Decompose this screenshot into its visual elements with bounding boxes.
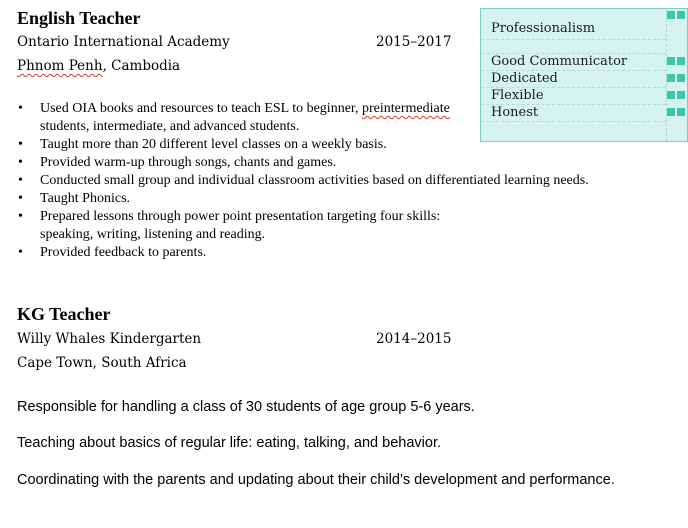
rating-square (667, 11, 675, 19)
skill-rating (667, 74, 685, 82)
skill-rating (667, 57, 685, 65)
skill-row-dedicated (481, 71, 666, 88)
skill-label: Flexible (491, 88, 544, 103)
list-item (18, 154, 658, 172)
location-cape-town: Cape Town, South Africa (17, 355, 187, 371)
employer-willy-whales: Willy Whales Kindergarten (17, 331, 202, 347)
job-title-kg-teacher: KG Teacher (17, 304, 111, 324)
skill-row-empty (481, 122, 666, 142)
bullet-text: Taught more than 20 different level classes on a weekly basis. (40, 137, 387, 152)
bullet-text: Provided feedback to parents. (40, 245, 207, 260)
bullet-text-continued: students, intermediate, and advanced students. (40, 119, 300, 134)
bullet-text: Used OIA books and resources to teach ESL to beginner, (40, 101, 363, 116)
rating-square (667, 74, 675, 82)
bullet-text: Conducted small group and individual classroom activities based on differentiated learning needs. (40, 173, 589, 188)
rating-square (677, 108, 685, 116)
location-country: , Cambodia (102, 58, 181, 74)
skill-label: Professionalism (491, 21, 596, 36)
kg-paragraph: Coordinating with the parents and updating about their child’s development and performance. (17, 472, 615, 488)
rating-square (667, 57, 675, 65)
skill-row-professionalism (481, 9, 666, 40)
flagged-word: preintermediate (362, 101, 450, 116)
location-phnom-penh (17, 58, 180, 74)
skill-rating (667, 11, 685, 19)
list-item (18, 172, 658, 190)
skill-row-honest (481, 105, 666, 122)
rating-square (667, 91, 675, 99)
rating-square (677, 74, 685, 82)
bullet-text: Provided warm-up through songs, chants and games. (40, 155, 337, 170)
skill-label: Dedicated (491, 71, 558, 86)
bullet-text: Prepared lessons through power point presentation targeting four skills: (40, 209, 441, 224)
skill-row-empty (481, 40, 666, 54)
list-item (18, 244, 658, 262)
skill-row-flexible (481, 88, 666, 105)
skills-box (480, 8, 688, 142)
job-title-english-teacher: English Teacher (17, 8, 141, 28)
bullet-text: Taught Phonics. (40, 191, 131, 206)
kg-paragraph: Teaching about basics of regular life: eating, talking, and behavior. (17, 435, 441, 451)
rating-square (677, 57, 685, 65)
rating-square (677, 11, 685, 19)
rating-square (667, 108, 675, 116)
skill-rating (667, 91, 685, 99)
location-city: Phnom Penh (17, 58, 103, 74)
list-item (18, 190, 658, 208)
skill-label: Good Communicator (491, 54, 628, 69)
years-kg-teacher: 2014–2015 (376, 331, 452, 347)
kg-paragraph: Responsible for handling a class of 30 students of age group 5-6 years. (17, 399, 475, 415)
years-english-teacher: 2015–2017 (376, 34, 452, 50)
rating-square (677, 91, 685, 99)
bullet-text-continued: speaking, writing, listening and reading. (40, 227, 266, 242)
employer-ontario: Ontario International Academy (17, 34, 230, 50)
skill-row-good-communicator (481, 54, 666, 71)
skill-rating (667, 108, 685, 116)
skill-label: Honest (491, 105, 539, 120)
list-item (18, 208, 658, 244)
